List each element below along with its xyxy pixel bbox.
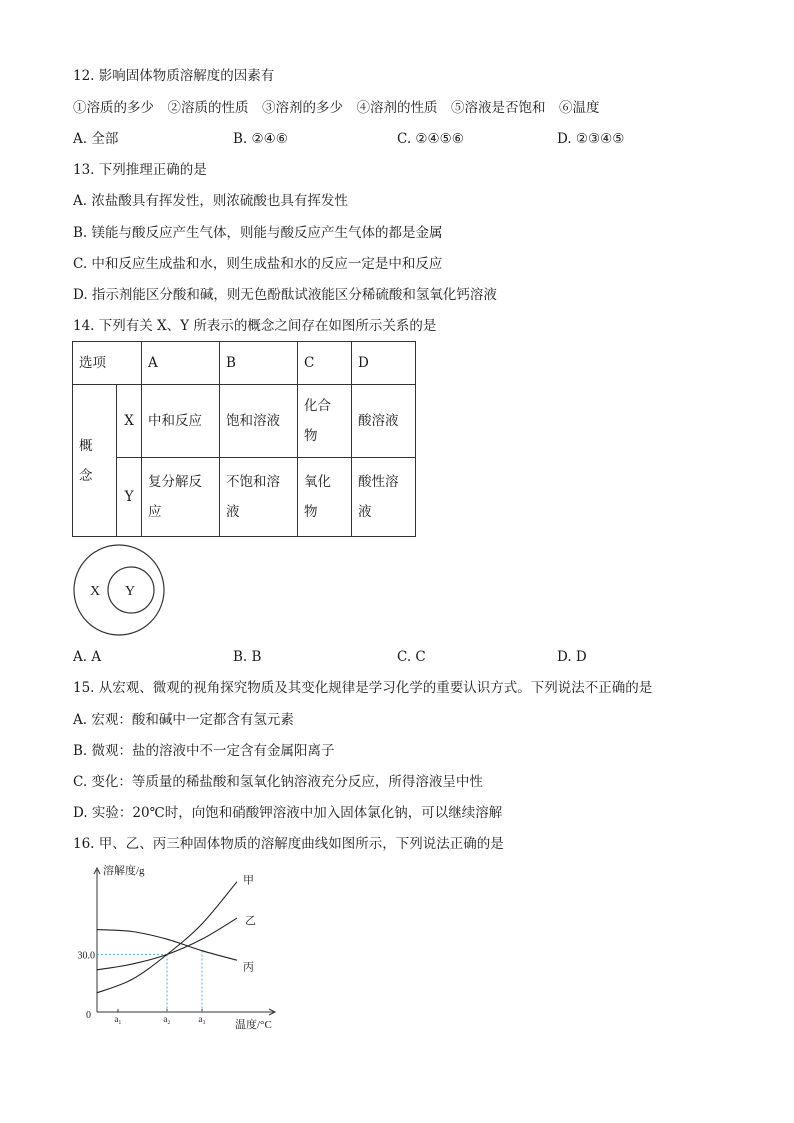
table-y-d xyxy=(352,458,416,537)
q15-option-d: D. 实验：20℃时，向饱和硝酸钾溶液中加入固体氯化钠，可以继续溶解 xyxy=(73,805,503,821)
q13-option-c: C. 中和反应生成盐和水，则生成盐和水的反应一定是中和反应 xyxy=(73,256,443,272)
q13-stem: 13. 下列推理正确的是 xyxy=(73,162,207,178)
venn-diagram xyxy=(72,543,168,639)
chart-labels xyxy=(78,863,272,1031)
q14-option-a: A. A xyxy=(73,649,102,665)
q12-option-c: C. ②④⑤⑥ xyxy=(397,131,464,147)
q15-stem: 15. 从宏观、微观的视角探究物质及其变化规律是学习化学的重要认识方式。下列说法不正确的是 xyxy=(73,680,653,696)
origin-label: 0 xyxy=(86,1010,91,1021)
cell-text: 中和反应 xyxy=(148,413,202,429)
q16-stem: 16. 甲、乙、丙三种固体物质的溶解度曲线如图所示，下列说法正确的是 xyxy=(73,836,504,852)
q12-stem: 12. 影响固体物质溶解度的因素有 xyxy=(73,68,275,84)
series-line-2 xyxy=(97,918,237,970)
cell-text: 饱和溶液 xyxy=(226,413,280,429)
cell-text: 酸溶液 xyxy=(358,413,399,429)
table-row-group-label xyxy=(73,385,117,537)
table-x-a xyxy=(142,385,220,458)
q12-items: ①溶质的多少 ②溶质的性质 ③溶剂的多少 ④溶剂的性质 ⑤溶液是否饱和 ⑥温度 xyxy=(73,100,600,116)
solubility-chart xyxy=(77,862,295,1032)
venn-label-x: X xyxy=(90,584,101,599)
table-col-c: C xyxy=(298,342,352,385)
table-y-c xyxy=(298,458,352,537)
y-tick-label: 30.0 xyxy=(77,950,95,962)
table-col-a: A xyxy=(142,342,220,385)
series-label: 丙 xyxy=(243,961,254,974)
concept-table xyxy=(72,341,416,537)
table-x-d xyxy=(352,385,416,458)
outer-circle-x xyxy=(74,545,164,635)
q15-option-a: A. 宏观：酸和碱中一定都含有氢元素 xyxy=(73,712,294,728)
chart-axes xyxy=(94,868,275,1015)
q15-option-b: B. 微观：盐的溶液中不一定含有金属阳离子 xyxy=(73,743,335,759)
cell-text: 氧化 xyxy=(304,474,331,490)
y-axis-label: 溶解度/g xyxy=(103,865,145,877)
table-col-d: D xyxy=(352,342,416,385)
q14-option-c: C. C xyxy=(397,649,426,665)
cell-text: 酸性溶 xyxy=(358,474,399,490)
q14-option-b: B. B xyxy=(233,649,262,665)
table-header-label: 选项 xyxy=(73,342,142,385)
table-x-label: X xyxy=(117,385,142,458)
series-label: 甲 xyxy=(243,874,254,887)
table-x-b xyxy=(220,385,298,458)
table-x-c xyxy=(298,385,352,458)
q15-option-c: C. 变化：等质量的稀盐酸和氢氧化钠溶液充分反应，所得溶液呈中性 xyxy=(73,774,483,790)
q14-stem: 14. 下列有关 X、Y 所表示的概念之间存在如图所示关系的是 xyxy=(73,318,437,334)
cell-text: 不饱和溶 xyxy=(226,474,280,490)
cell-text: 应 xyxy=(148,504,162,520)
x-tick-label: a₃ xyxy=(198,1014,206,1024)
q12-option-a: A. 全部 xyxy=(73,131,119,147)
q14-option-d: D. D xyxy=(557,649,587,665)
x-axis-label: 温度/°C xyxy=(235,1019,272,1031)
table-y-b xyxy=(220,458,298,537)
table-col-b: B xyxy=(220,342,298,385)
venn-label-y: Y xyxy=(125,584,136,599)
cell-text: 复分解反 xyxy=(148,474,202,490)
q13-option-a: A. 浓盐酸具有挥发性，则浓硫酸也具有挥发性 xyxy=(73,193,348,209)
table-y-label: Y xyxy=(117,458,142,537)
cell-text: 物 xyxy=(304,504,318,520)
table-y-a xyxy=(142,458,220,537)
q13-option-b: B. 镁能与酸反应产生气体，则能与酸反应产生气体的都是金属 xyxy=(73,225,443,241)
q12-option-d: D. ②③④⑤ xyxy=(557,131,625,147)
x-tick-label: a₂ xyxy=(163,1014,171,1024)
x-tick-label: a₁ xyxy=(114,1014,122,1024)
q13-option-d: D. 指示剂能区分酸和碱，则无色酚酞试液能区分稀硫酸和氢氧化钙溶液 xyxy=(73,287,497,303)
row-group-char-2: 念 xyxy=(79,467,93,484)
series-label: 乙 xyxy=(245,915,256,928)
cell-text: 液 xyxy=(358,504,372,520)
cell-text: 化合 xyxy=(304,398,331,414)
q12-option-b: B. ②④⑥ xyxy=(233,131,288,147)
cell-text: 物 xyxy=(304,428,318,444)
cell-text: 液 xyxy=(226,504,240,520)
row-group-char-1: 概 xyxy=(79,437,93,454)
